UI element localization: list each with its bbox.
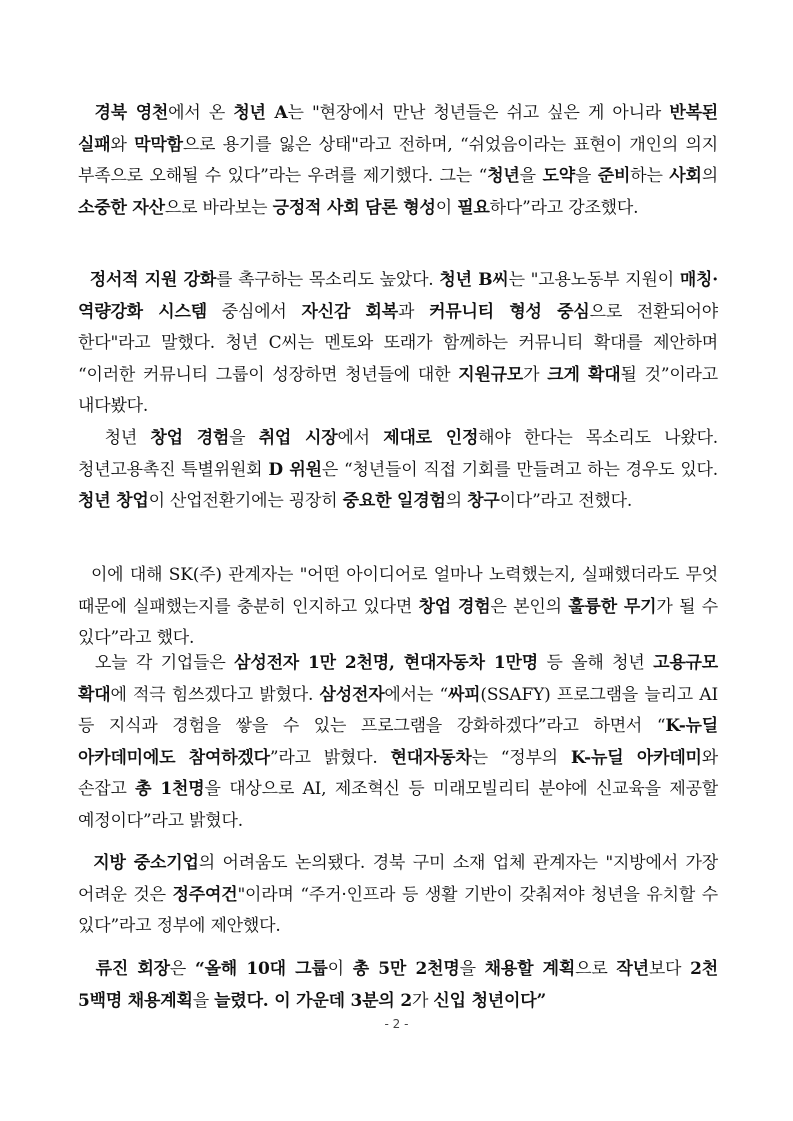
text-run: 는 "고용노동부 지원이 (508, 270, 680, 290)
bold-text-run: 창업 경험 (418, 596, 491, 617)
text-run: 을 대상으로 AI, 제조혁신 등 미래모빌리티 분야에 신교육을 제공할 예정이다”라고 밝혔다. (78, 779, 719, 831)
text-run: (SSAFY) 프로그램을 늘리고 AI 등 지식과 경험을 쌓을 수 있는 프로그램을 강화하겠다”라고 하면서 “ (78, 684, 718, 736)
bold-text-run: 청년 B씨 (439, 270, 509, 290)
bold-text-run: 정주여건 (172, 884, 238, 905)
bold-text-run: 작년 (616, 959, 649, 979)
text-run: 보다 (648, 959, 691, 979)
bold-text-run: 훌륭한 무기 (568, 596, 657, 617)
text-run: 과 (398, 301, 430, 322)
bold-text-run: 청년 (487, 166, 520, 186)
bold-text-run: 지방 중소기업 (93, 853, 199, 873)
text-run: 청년 (78, 428, 151, 448)
text-run: 이다”라고 전했다. (499, 491, 633, 511)
text-run: 될 것”이라고 내다봤다. (78, 364, 718, 416)
bold-text-run: 매칭·역량강화 시스템 (78, 270, 718, 322)
text-run (78, 959, 96, 979)
text-run: 의 어려움도 논의됐다. 경북 구미 소재 업체 관계자는 "지방에서 가장 어려운 것은 (78, 853, 718, 905)
bold-text-run: 신입 청년이다” (433, 990, 547, 1011)
bold-text-run: 채용할 계획 (484, 959, 576, 979)
bold-text-run: “올해 10대 그룹 (194, 959, 328, 979)
bold-text-run: 중요한 일경험 (342, 491, 446, 511)
paragraph-1 (78, 98, 718, 224)
text-run: 을 (519, 166, 543, 186)
bold-text-run: 청년 창업 (78, 491, 149, 511)
bold-text-run: 긍정적 사회 담론 형성 (272, 197, 436, 218)
text-run: 이 (327, 959, 353, 979)
text-run (78, 853, 93, 873)
bold-text-run: 커뮤니티 형성 중심 (429, 301, 590, 322)
bold-text-run: K-뉴딜 아카데미에도 참여하겠다 (78, 716, 718, 768)
text-run: 이 산업전환기에는 굉장히 (148, 491, 343, 511)
bold-text-run: 취업 시장 (258, 428, 338, 448)
text-run: 으로 (575, 959, 617, 979)
paragraph-2 (78, 265, 718, 423)
text-run: 를 촉구하는 목소리도 높았다. (216, 270, 440, 290)
bold-text-run: 2천 5백명 채용계획 (78, 959, 718, 1011)
text-run: 에 적극 힘쓰겠다고 밝혔다. (110, 684, 320, 705)
text-run: 이 (435, 197, 458, 218)
text-run: 의 (445, 491, 468, 511)
text-run (78, 103, 95, 123)
text-run: 을 (192, 990, 215, 1011)
bold-text-run: 류진 회장 (95, 959, 170, 979)
text-run: 가 (523, 364, 548, 385)
text-run: 는 “정부의 (471, 747, 571, 768)
text-run: 중심에서 (206, 301, 302, 322)
text-run: 와 손잡고 (78, 747, 718, 799)
text-run: 는 "현장에서 만난 청년들은 쉬고 싶은 게 아니라 (287, 103, 670, 123)
paragraph-3 (78, 423, 718, 518)
text-run: 은 본인의 (490, 596, 569, 617)
bold-text-run: D 위원 (268, 459, 322, 480)
text-run (78, 270, 90, 290)
text-run: 가 (411, 990, 434, 1011)
text-run: 하다”라고 강조했다. (489, 197, 639, 218)
text-run: 오늘 각 기업들은 (78, 653, 235, 673)
text-run: 가 될 수 있다”라고 했다. (78, 596, 718, 648)
text-run: 이에 대해 SK(주) 관계자는 "어떤 아이디어로 얼마나 노력했는지, 실패했더라도 무엇 때문에 실패했는지를 충분히 인지하고 있다면 (78, 565, 718, 617)
paragraph-4 (78, 560, 718, 655)
paragraph-5 (78, 648, 718, 837)
text-run: 으로 바라보는 (164, 197, 273, 218)
bold-text-run: 필요 (457, 197, 490, 218)
text-run: 해야 한다는 목소리도 나왔다. 청년고용촉진 특별위원회 (78, 428, 719, 480)
text-run: 으로 용기를 잃은 상태"라고 전하며, “쉬었음이라는 표현이 개인의 의지 부족으로 오해될 수 있다”라는 우려를 제기했다. 그는 “ (78, 134, 718, 186)
bold-text-run: 도약 (542, 166, 575, 186)
text-run: 을 (574, 166, 598, 186)
bold-text-run: 경북 영천 (94, 103, 169, 123)
bold-text-run: 청년 A (233, 103, 288, 123)
bold-text-run: 크게 확대 (547, 364, 621, 385)
text-run: 은 “청년들이 직접 기회를 만들려고 하는 경우도 있다. (321, 459, 718, 480)
text-run: 을 (229, 428, 259, 448)
bold-text-run: 현대자동차 (390, 747, 472, 768)
text-run: 하는 (630, 166, 670, 186)
text-run: 의 (701, 166, 718, 186)
bold-text-run: 자신감 회복 (301, 301, 398, 322)
bold-text-run: 소중한 자산 (78, 197, 165, 218)
paragraph-6 (78, 848, 718, 943)
text-run: 은 (169, 959, 195, 979)
bold-text-run: 준비 (597, 166, 631, 186)
bold-text-run: 창구 (467, 491, 500, 511)
bold-text-run: 고용규모 확대 (78, 653, 718, 705)
bold-text-run: K-뉴딜 아카데미 (570, 747, 702, 768)
bold-text-run: 제대로 인정 (383, 428, 479, 448)
text-run: 에서 (337, 428, 384, 448)
bold-text-run: 삼성전자 1만 2천명, 현대자동차 1만명 (234, 653, 538, 673)
text-run: 에서 온 (168, 103, 234, 123)
bold-text-run: 정서적 지원 강화 (89, 270, 217, 290)
text-run: "이라며 “주거·인프라 등 생활 기반이 갖춰져야 청년을 유치할 수 있다”라고 정부에 제안했다. (78, 884, 718, 936)
paragraph-7 (78, 954, 718, 1017)
bold-text-run: 싸피 (447, 684, 481, 705)
text-run: 와 (110, 134, 135, 155)
bold-text-run: 지원규모 (458, 364, 524, 385)
bold-text-run: 총 1천명 (135, 779, 205, 799)
bold-text-run: 늘렸다. 이 가운데 3분의 2 (214, 990, 412, 1011)
bold-text-run: 삼성전자 (319, 684, 385, 705)
page-number: - 2 - (384, 1017, 409, 1031)
bold-text-run: 막막함 (134, 134, 183, 155)
text-run: 으로 전환되어야 한다"라고 말했다. 청년 C씨는 멘토와 또래가 함께하는 커뮤니티 확대를 제안하며 “이러한 커뮤니티 그룹이 성장하면 청년들에 대한 (78, 301, 718, 385)
bold-text-run: 사회 (669, 166, 702, 186)
bold-text-run: 반복된 실패 (78, 103, 719, 155)
text-run: 등 올해 청년 (537, 653, 654, 673)
text-run: ”라고 밝혔다. (269, 747, 391, 768)
bold-text-run: 총 5만 2천명 (352, 959, 460, 979)
bold-text-run: 창업 경험 (150, 428, 230, 448)
text-run: 에서는 “ (384, 684, 448, 705)
text-run: 을 (459, 959, 485, 979)
